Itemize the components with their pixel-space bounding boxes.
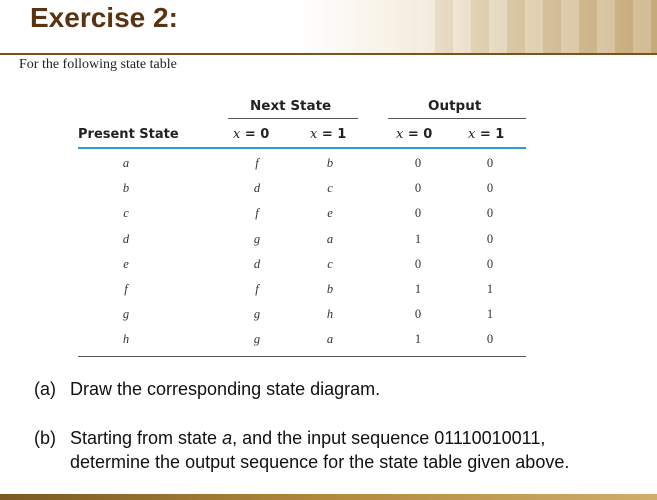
cell-next-x0: g [253,231,261,246]
next-x1-header: x = 1 [310,127,347,142]
cell-next-x1: c [327,256,333,271]
header-rule [78,147,526,149]
question-a [34,377,634,401]
cell-present: b [122,181,130,196]
question-b-line2: determine the output sequence for the state table given above. [70,452,570,472]
cell-out-x1: 0 [486,231,494,246]
intro-text: For the following state table [19,57,177,72]
title-divider [0,53,657,55]
cell-next-x0: f [255,156,259,170]
next-state-group-rule [228,118,358,119]
cell-out-x0: 1 [414,332,422,347]
cell-next-x1: h [326,307,334,322]
cell-out-x0: 0 [414,206,422,221]
cell-present: h [122,332,130,347]
cell-present: a [122,156,130,170]
cell-out-x1: 0 [486,206,494,221]
cell-present: e [123,256,129,271]
question-b [34,426,634,474]
cell-next-x1: b [326,156,334,170]
slide-title: Exercise 2: [30,2,178,33]
cell-present: d [122,231,130,246]
cell-next-x0: f [255,282,259,296]
next-x0-header: x = 0 [233,127,270,142]
table-bottom-rule [78,356,526,357]
footer-bar [0,494,657,500]
cell-present: c [123,206,129,221]
cell-next-x0: f [255,206,259,221]
cell-out-x1: 0 [486,181,494,196]
question-a-text: Draw the corresponding state diagram. [70,379,381,399]
question-a-label: (a) [34,379,56,399]
cell-next-x1: a [326,231,334,246]
output-group-rule [388,118,526,119]
cell-next-x0: d [253,256,261,271]
cell-present: g [122,307,130,322]
cell-out-x1: 0 [486,256,494,271]
cell-next-x1: e [327,206,333,221]
out-x1-header: x = 1 [468,127,505,142]
out-x0-header: x = 0 [396,127,433,142]
cell-next-x1: b [326,282,334,296]
cell-present: f [124,282,128,296]
cell-next-x1: c [327,181,333,196]
cell-out-x1: 1 [486,307,494,322]
cell-out-x1: 1 [486,282,494,296]
cell-next-x0: g [253,332,261,347]
cell-out-x0: 1 [414,282,422,296]
cell-out-x1: 0 [486,332,494,347]
cell-out-x0: 1 [414,231,422,246]
cell-out-x0: 0 [414,181,422,196]
cell-out-x0: 0 [414,156,422,170]
question-b-line1: Starting from state a, and the input sequence 01110010011, [70,428,546,448]
cell-out-x1: 0 [486,156,494,170]
cell-next-x0: g [253,307,261,322]
present-state-header: Present State [78,127,179,142]
question-b-label: (b) [34,428,56,448]
cell-out-x0: 0 [414,256,422,271]
output-header: Output [428,98,482,114]
state-table [78,94,526,359]
cell-next-x0: d [253,181,261,196]
cell-next-x1: a [326,332,334,347]
cell-out-x0: 0 [414,307,422,322]
next-state-header: Next State [250,98,332,114]
